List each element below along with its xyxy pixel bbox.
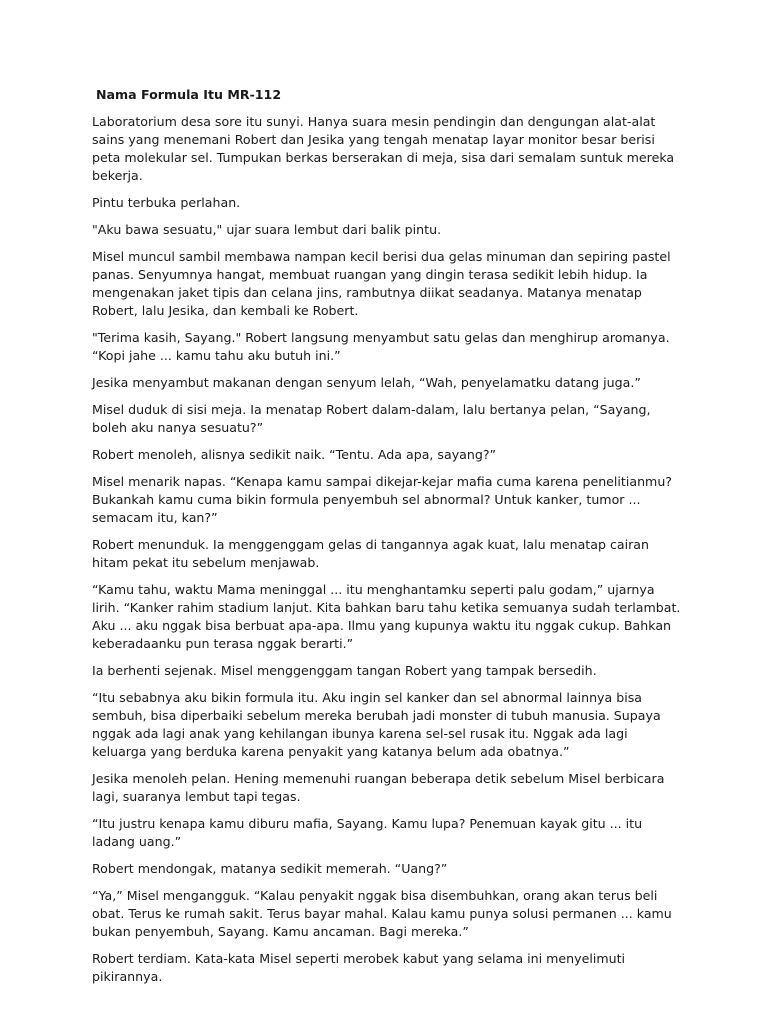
paragraph: “Kamu tahu, waktu Mama meninggal ... itu menghantamku seperti palu godam,” ujarnya lirih. “Kanker rahim stadium lanjut. Kita bahkan baru tahu ketika semuanya sudah terlambat. Aku ... aku nggak bisa berbuat apa-apa. Ilmu yang kupunya waktu itu nggak cukup. Bahkan keberadaanku pun terasa nggak berarti.” bbox=[92, 582, 681, 651]
paragraph: Robert menoleh, alisnya sedikit naik. “Tentu. Ada apa, sayang?” bbox=[92, 447, 497, 462]
paragraph: Pintu terbuka perlahan. bbox=[92, 195, 241, 210]
paragraph: Jesika menoleh pelan. Hening memenuhi ruangan beberapa detik sebelum Misel berbicara lagi, suaranya lembut tapi tegas. bbox=[92, 771, 665, 804]
paragraph: Robert menunduk. Ia menggenggam gelas di tangannya agak kuat, lalu menatap cairan hitam pekat itu sebelum menjawab. bbox=[92, 537, 649, 570]
paragraph: Misel muncul sambil membawa nampan kecil berisi dua gelas minuman dan sepiring pastel panas. Senyumnya hangat, membuat ruangan yang dingin terasa sedikit lebih hidup. Ia mengenakan jaket tipis dan celana jins, rambutnya diikat seadanya. Matanya menatap Robert, lalu Jesika, dan kembali ke Robert. bbox=[92, 249, 671, 318]
paragraph: "Terima kasih, Sayang." Robert langsung menyambut satu gelas dan menghirup aromanya. “Kopi jahe ... kamu tahu aku butuh ini.” bbox=[92, 330, 670, 363]
paragraph: Jesika menyambut makanan dengan senyum lelah, “Wah, penyelamatku datang juga.” bbox=[92, 375, 641, 390]
document-page bbox=[92, 86, 682, 995]
document-title: Nama Formula Itu MR-112 bbox=[96, 87, 282, 102]
paragraph: “Itu sebabnya aku bikin formula itu. Aku ingin sel kanker dan sel abnormal lainnya bisa sembuh, bisa diperbaiki sebelum mereka berubah jadi monster di tubuh manusia. Supaya nggak ada lagi anak yang kehilangan ibunya karena sel-sel rusak itu. Nggak ada lagi keluarga yang berduka karena penyakit yang katanya belum ada obatnya.” bbox=[92, 690, 661, 759]
paragraph: Laboratorium desa sore itu sunyi. Hanya suara mesin pendingin dan dengungan alat-alat sains yang menemani Robert dan Jesika yang tengah menatap layar monitor besar berisi peta molekular sel. Tumpukan berkas berserakan di meja, sisa dari semalam suntuk mereka bekerja. bbox=[92, 114, 675, 183]
paragraph: Robert mendongak, matanya sedikit memerah. “Uang?” bbox=[92, 861, 448, 876]
paragraph: Robert terdiam. Kata-kata Misel seperti merobek kabut yang selama ini menyelimuti pikirannya. bbox=[92, 951, 626, 984]
paragraph: “Itu justru kenapa kamu diburu mafia, Sayang. Kamu lupa? Penemuan kayak gitu ... itu ladang uang.” bbox=[92, 816, 643, 849]
paragraph: Misel menarik napas. “Kenapa kamu sampai dikejar-kejar mafia cuma karena penelitianmu? Bukankah kamu cuma bikin formula penyembuh sel abnormal? Untuk kanker, tumor ... semacam itu, kan?” bbox=[92, 474, 672, 525]
paragraph: Ia berhenti sejenak. Misel menggenggam tangan Robert yang tampak bersedih. bbox=[92, 663, 597, 678]
paragraph: "Aku bawa sesuatu," ujar suara lembut dari balik pintu. bbox=[92, 222, 442, 237]
paragraph: Misel duduk di sisi meja. Ia menatap Robert dalam-dalam, lalu bertanya pelan, “Sayang, boleh aku nanya sesuatu?” bbox=[92, 402, 651, 435]
paragraph: “Ya,” Misel mengangguk. “Kalau penyakit nggak bisa disembuhkan, orang akan terus beli obat. Terus ke rumah sakit. Terus bayar mahal. Kalau kamu punya solusi permanen ... kamu bukan penyembuh, Sayang. Kamu ancaman. Bagi mereka.” bbox=[92, 888, 672, 939]
